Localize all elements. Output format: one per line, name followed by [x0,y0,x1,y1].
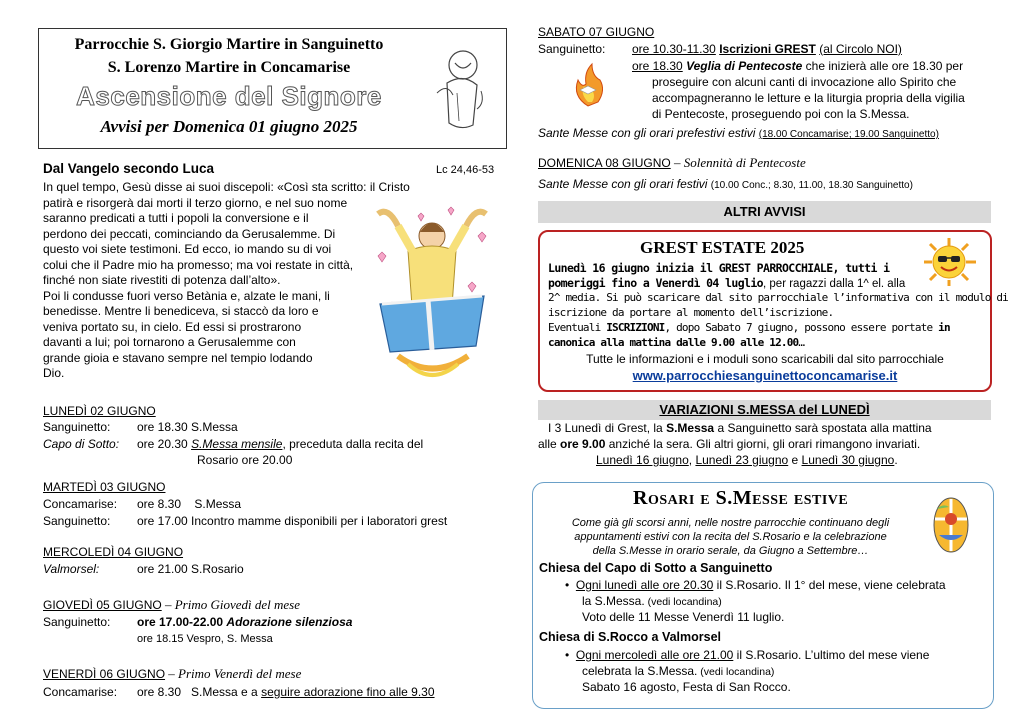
schedule-entry: proseguire con alcuni canti di invocazione allo Spirito che [652,75,957,89]
page-subtitle: Avvisi per Domenica 01 giugno 2025 [100,117,358,136]
variazioni-sep: , [688,453,696,467]
day-date: GIOVEDÌ 05 GIUGNO [43,598,162,612]
schedule-entry [137,615,352,630]
schedule-entry: ore 8.30 S.Messa [137,497,242,511]
grest-line-4: iscrizione da portare al momento dell’iscrizione. [548,306,834,319]
schedule-highlight: S.Messa mensile [191,437,283,451]
gospel-line: finché non siate rivestiti di potenza dall’alto». [43,273,281,287]
rosari-church-2-line [582,664,774,680]
grest-text-bold: ISCRIZIONI [606,321,665,334]
header-box [38,28,507,149]
rosari-intro-line: della S.Messe in orario serale, da Giugno a Settembre… [592,545,869,557]
grest-title: GREST ESTATE 2025 [640,238,805,257]
bullet-icon: • [565,578,576,592]
schedule-entry [632,42,902,57]
sante-label: Sante Messe con gli orari festivi [538,177,708,191]
gospel-line: saranno predicati a tutti i popoli la conversione e il [43,211,309,225]
day-note: – Solennità di Pentecoste [670,155,806,170]
schedule-entry: Rosario ore 20.00 [197,453,293,467]
day-date: DOMENICA 08 GIUGNO [538,156,671,170]
ascension-drawing-icon [427,43,491,135]
rosari-title: Rosari e S.Messe estive [633,487,849,509]
rosari-church-1: Chiesa del Capo di Sotto a Sanguinetto [539,561,773,575]
gospel-line: In quel tempo, Gesù disse ai suoi discepoli: «Così sta scritto: il Cristo [43,180,410,194]
parish-website-link[interactable]: www.parrocchiesanguinettoconcamarise.it [632,368,898,383]
gospel-heading: Dal Vangelo secondo Luca [43,161,215,176]
day-note: – Primo Giovedì del mese [161,597,300,612]
schedule-entry: ore 18.15 Vespro, S. Messa [137,633,273,645]
gospel-line: benedisse. Mentre li benediceva, si staccò da loro e [43,304,319,318]
place-label: Concamarise: [43,685,118,699]
variazioni-text-bold: ore 9.00 [560,437,606,451]
jesus-gift-box-illustration-icon [358,196,506,388]
rosari-text: il S.Rosario. L’ultimo del mese viene [733,648,930,662]
holy-spirit-flame-icon [566,60,610,108]
schedule-text: , preceduta dalla recita del [282,437,424,451]
rosari-church-1-line [565,578,946,593]
variazioni-dates [596,453,898,468]
place-label: Sanguinetto: [43,615,111,629]
sante-messe-sunday [538,177,913,193]
grest-box [538,230,1008,392]
rosari-text: celebrata la S.Messa. [582,664,698,678]
smiling-sun-icon [918,236,980,288]
grest-line-6 [548,336,804,350]
schedule-entry: ore 18.30 S.Messa [137,420,238,434]
schedule-text: che inizierà alle ore 18.30 per [802,59,964,73]
place-label: Valmorsel: [43,562,100,576]
day-heading-thursday [43,597,300,613]
schedule-entry [632,59,963,74]
place-label: Concamarise: [43,497,118,511]
gospel-line: perdono dei peccati, cominciando da Gerusalemme. Di [43,226,336,241]
gospel-line: davanti a lui; poi tornarono a Gerusalemme con [43,335,296,349]
sante-times: (10.00 Conc.; 8.30, 11.00, 18.30 Sanguinetto) [710,180,913,191]
rosari-text: il S.Rosario. Il 1° del mese, viene celebrata [713,578,946,592]
variazioni-text: a Sanguinetto sarà spostata alla mattina [714,421,932,435]
grest-text: , per ragazzi dalla 1^ el. alla [763,278,906,290]
rosari-schedule: Ogni lunedì alle ore 20.30 [575,578,714,592]
grest-text-bold: in [938,321,950,334]
schedule-entry: ore 17.00 Incontro mamme disponibili per i laboratori grest [137,514,448,528]
variazioni-date: Lunedì 16 giugno [596,453,689,467]
grest-line-5 [548,321,950,335]
schedule-time: ore 10.30-11.30 [632,42,716,56]
altri-avvisi-banner: ALTRI AVVISI [538,201,991,223]
variazioni-text: anziché la sera. Gli altri giorni, gli orari rimangono invariati. [605,437,921,451]
rosari-box [532,482,994,709]
gospel-line: patirà e risorgerà dai morti il terzo giorno, e nel suo nome [43,195,348,210]
rosari-intro-line: appuntamenti estivi con la recita del S.Rosario e la celebrazione [574,531,887,543]
parish-name-1: Parrocchie S. Giorgio Martire in Sanguinetto [74,36,384,53]
schedule-highlight: Adorazione silenziosa [226,615,353,629]
schedule-entry [137,685,435,700]
schedule-highlight: Veglia di Pentecoste [686,59,803,73]
rosari-church-2-line [565,648,929,663]
schedule-entry: di Pentecoste, proseguendo poi con la S.Messa. [652,107,910,121]
grest-text: Eventuali [548,321,607,334]
place-label: Capo di Sotto: [43,437,120,451]
schedule-entry [137,437,423,452]
variazioni-sep: . [894,453,898,467]
schedule-text: ore 8.30 S.Messa e a [137,685,258,699]
rosari-church-2: Chiesa di S.Rocco a Valmorsel [539,630,722,644]
rosari-church-1-line: Voto delle 11 Messe Venerdì 11 luglio. [582,610,785,624]
variazioni-line-2 [538,437,920,452]
bullet-icon: • [565,648,576,662]
schedule-time: ore 17.00-22.00 [137,615,224,629]
place-label: Sanguinetto: [43,420,111,434]
rosari-note: (vedi locandina) [644,596,722,608]
day-date: VENERDÌ 06 GIUGNO [43,667,166,681]
grest-text-bold: canonica alla mattina dalle 9.00 alle 12.00 [548,336,799,349]
rosari-intro-line: Come già gli scorsi anni, nelle nostre parrocchie continuano degli [571,517,890,529]
rosari-text: la S.Messa. [582,594,645,608]
grest-line-1: Lunedì 16 giugno inizia il GREST PARROCCHIALE, tutti i [548,261,890,275]
variazioni-banner: VARIAZIONI S.MESSA del LUNEDÌ [538,400,991,420]
variazioni-text: I 3 Lunedì di Grest, la [548,421,667,435]
day-note: – Primo Venerdì del mese [165,666,302,681]
variazioni-text-bold: S.Messa [666,421,715,435]
sante-label: Sante Messe con gli orari prefestivi estivi [538,126,756,140]
stained-glass-icon [931,495,971,555]
grest-text: , dopo Sabato 7 giugno, possono essere portate [664,321,939,334]
variazioni-sep: e [788,453,802,467]
rosari-schedule: Ogni mercoledì alle ore 21.00 [575,648,734,662]
day-heading-saturday: SABATO 07 GIUGNO [538,25,655,39]
variazioni-date: Lunedì 23 giugno [695,453,789,467]
gospel-line: veniva portato su, in cielo. Ed essi si prostrarono [43,319,302,334]
schedule-time: ore 20.30 [137,437,188,451]
sante-times: (18.00 Concamarise; 19.00 Sanguinetto) [758,129,939,140]
gospel-line: Poi li condusse fuori verso Betània e, alzate le mani, li [43,288,330,303]
grest-text-bold: pomeriggi fino a Venerdì 04 luglio [548,276,764,290]
sante-messe-saturday [538,126,939,142]
day-heading-tuesday: MARTEDÌ 03 GIUGNO [43,480,166,494]
rosari-note: (vedi locandina) [697,666,775,678]
variazioni-date: Lunedì 30 giugno [801,453,895,467]
grest-line-2 [548,276,905,291]
variazioni-line-1 [548,421,932,436]
rosari-church-1-line [582,594,722,610]
gospel-reference: Lc 24,46-53 [436,164,495,176]
day-heading-monday: LUNEDÌ 02 GIUGNO [43,404,156,418]
grest-line-7: Tutte le informazioni e i moduli sono scaricabili dal sito parrocchiale [586,352,944,366]
day-heading-sunday [538,155,806,171]
schedule-highlight: Iscrizioni GREST [719,42,816,56]
gospel-line: Dio. [43,366,65,380]
schedule-entry: accompagneranno le letture e la liturgia propria della vigilia [652,91,965,105]
day-heading-friday [43,666,301,682]
grest-text: … [798,336,805,349]
gospel-line: grande gioia e stavano sempre nel tempio lodando [43,350,313,365]
place-label: Sanguinetto: [43,514,111,528]
day-heading-wednesday: MERCOLEDÌ 04 GIUGNO [43,545,184,559]
variazioni-text: alle [538,437,561,451]
schedule-time: ore 18.30 [632,59,683,73]
parish-name-2: S. Lorenzo Martire in Concamarise [107,59,351,76]
gospel-line: questo voi siete testimoni. Ed ecco, io mando su di voi [43,242,332,256]
page-title: Ascensione del Signore [76,81,382,111]
grest-line-3: 2^ media. Si può scaricare dal sito parrocchiale l’informativa con il modulo di [548,291,1008,304]
schedule-highlight: seguire adorazione fino alle 9.30 [261,685,435,699]
gospel-line: colui che il Padre mio ha promesso; ma voi restate in città, [43,257,354,272]
schedule-entry: ore 21.00 S.Rosario [137,562,244,576]
schedule-text: (al Circolo NOI) [819,42,902,56]
rosari-church-2-line: Sabato 16 agosto, Festa di San Rocco. [582,680,791,694]
place-label: Sanguinetto: [538,42,606,56]
